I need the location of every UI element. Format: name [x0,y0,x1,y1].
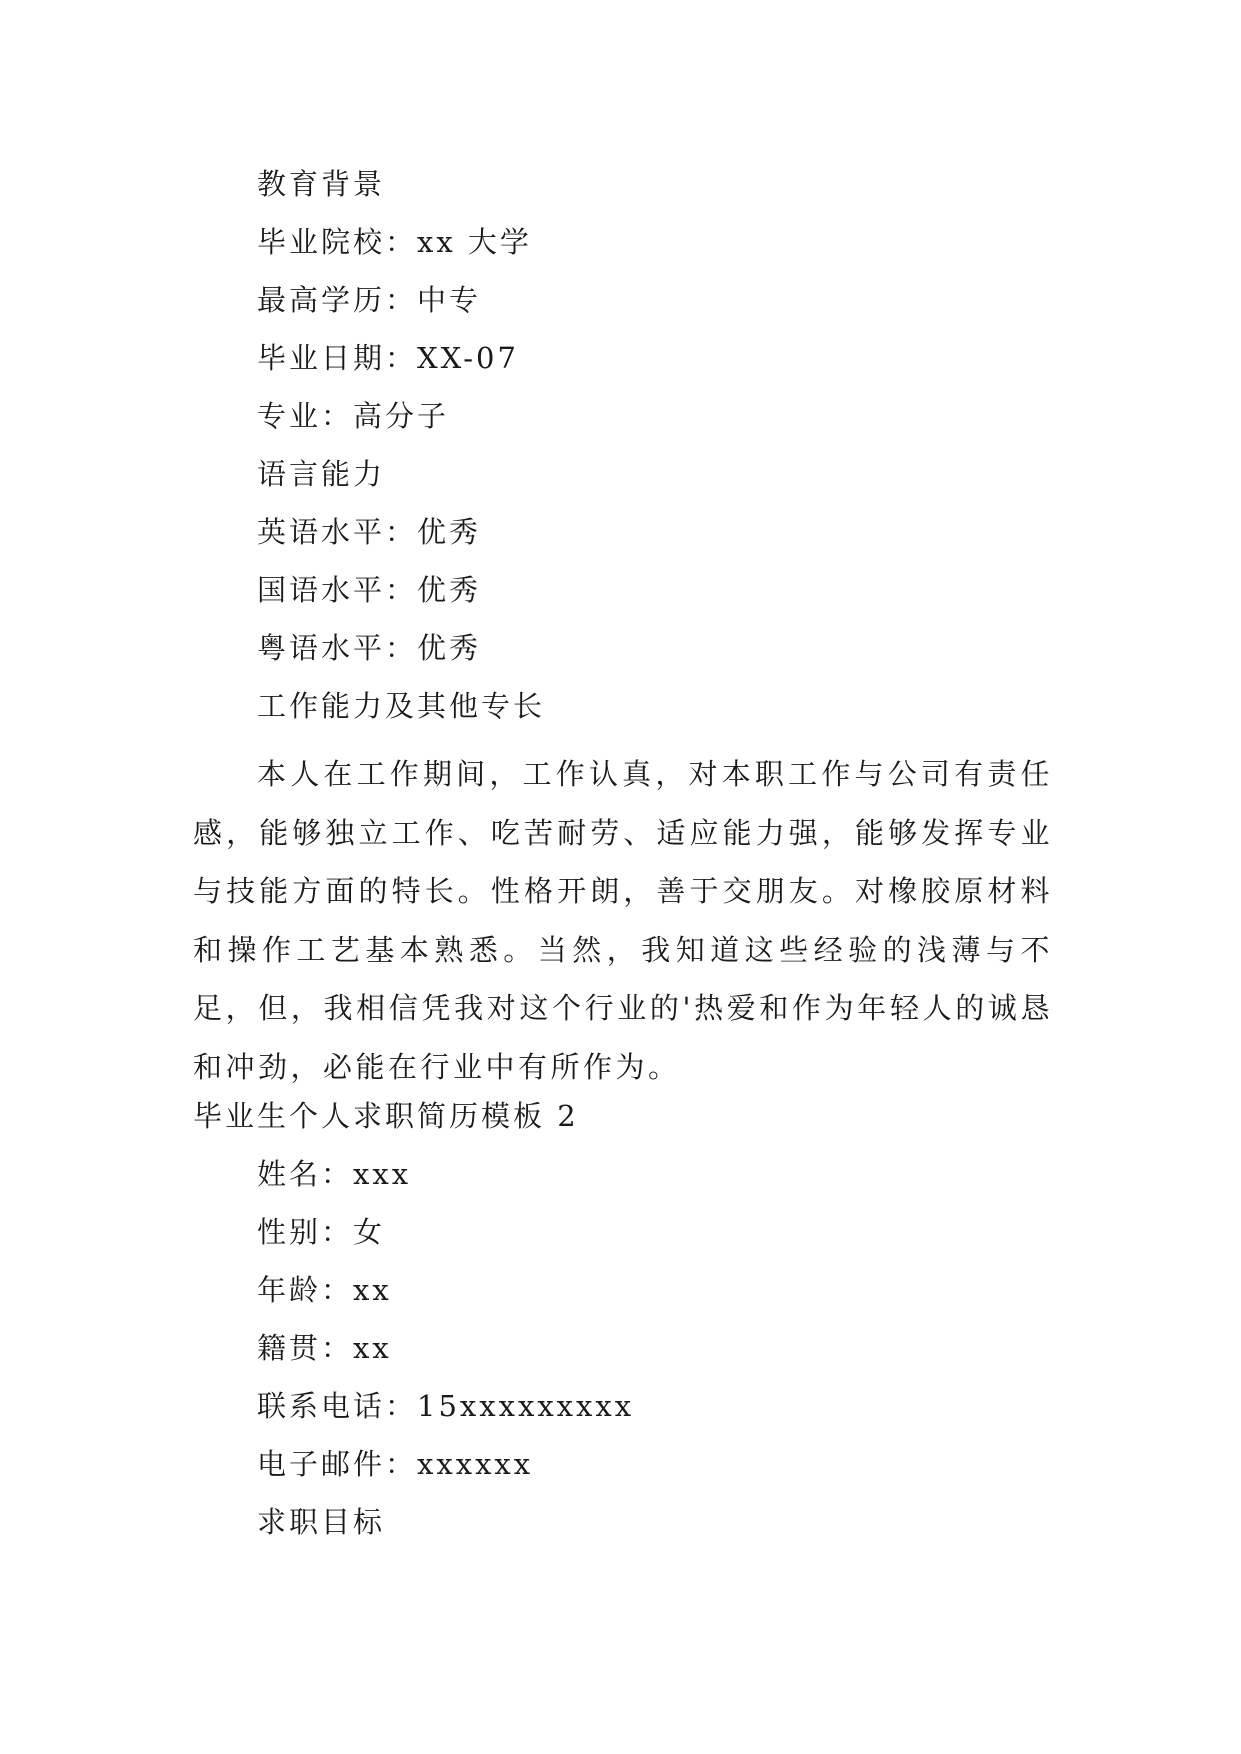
degree-line: 最高学历：中专 [257,283,482,317]
major-line: 专业：高分子 [257,399,450,433]
cantonese-line: 粤语水平：优秀 [257,631,482,665]
age-line: 年龄：xx [257,1273,392,1307]
skills-paragraph: 本人在工作期间，工作认真，对本职工作与公司有责任感，能够独立工作、吃苦耐劳、适应能力强，能够发挥专业与技能方面的特长。性格开朗，善于交朋友。对橡胶原材料和操作工艺基本熟悉。当然，我知道这些经验的浅薄与不足，但，我相信凭我对这个行业的'热爱和作为年轻人的诚恳和冲劲，必能在行业中有所作为。 [193,757,1053,1084]
template2-title: 毕业生个人求职简历模板 2 [193,1099,579,1133]
language-heading: 语言能力 [257,457,386,491]
school-line: 毕业院校：xx 大学 [257,225,532,259]
email-line: 电子邮件：xxxxxx [257,1447,534,1481]
hometown-line: 籍贯：xx [257,1331,392,1365]
gender-line: 性别：女 [257,1215,386,1249]
skills-heading: 工作能力及其他专长 [257,689,546,723]
objective-heading: 求职目标 [257,1505,386,1539]
name-line: 姓名：xxx [257,1157,412,1191]
mandarin-line: 国语水平：优秀 [257,573,482,607]
phone-line: 联系电话：15xxxxxxxxx [257,1389,635,1423]
grad-date-line: 毕业日期：XX-07 [257,341,519,375]
english-line: 英语水平：优秀 [257,515,482,549]
education-heading: 教育背景 [257,167,386,201]
